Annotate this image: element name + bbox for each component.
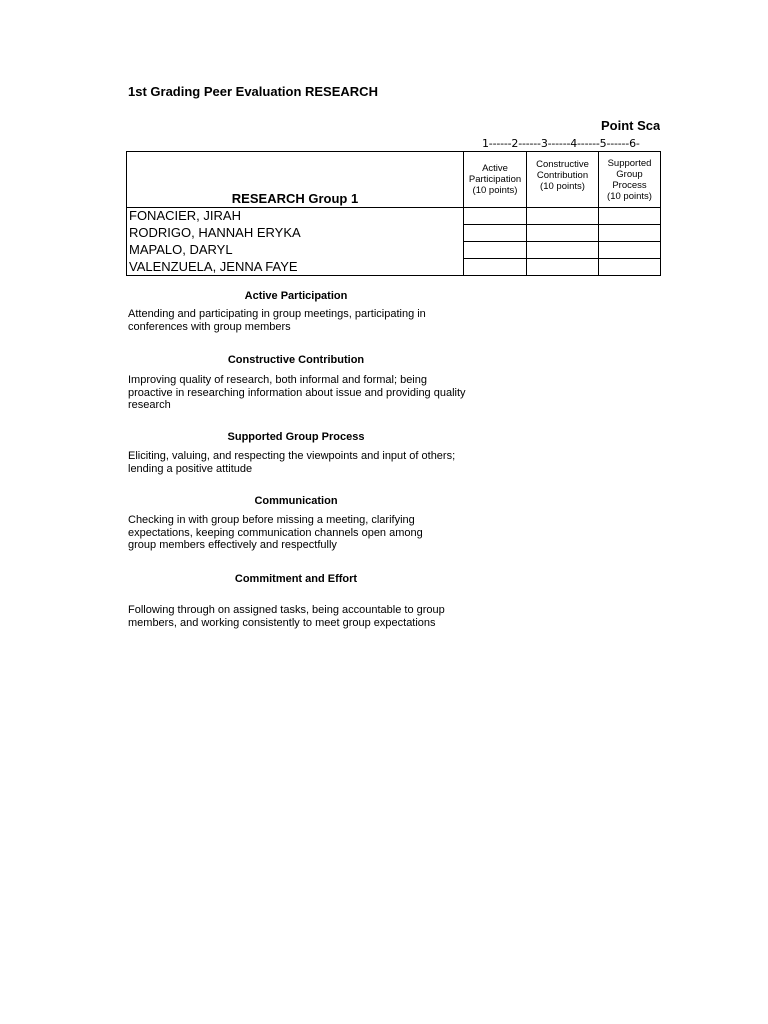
score-cell-constructive-contribution[interactable]	[527, 242, 599, 259]
criterion-header-active-participation	[464, 152, 527, 208]
criterion-description-communication: Checking in with group before missing a meeting, clarifying expectations, keeping communication channels open among group members effectively and respectfully	[128, 514, 423, 551]
criterion-name-line: Supported	[607, 157, 652, 169]
criterion-points: (10 points)	[472, 185, 518, 196]
criterion-name-line: Group	[616, 168, 643, 180]
criterion-points: (10 points)	[607, 190, 652, 202]
table-row	[127, 225, 661, 242]
criterion-name-line: Participation	[468, 174, 522, 185]
criterion-heading-commitment-and-effort: Commitment and Effort	[234, 573, 358, 585]
table-header-row	[127, 152, 661, 208]
table-row	[127, 259, 661, 276]
criterion-heading-supported-group-process: Supported Group Process	[227, 431, 365, 443]
point-scale-line: 1------2------3------4------5------6-	[482, 137, 640, 150]
score-cell-supported-group-process[interactable]	[599, 208, 661, 225]
score-cell-active-participation[interactable]	[464, 208, 527, 225]
criterion-points: (10 points)	[540, 181, 585, 192]
criterion-description-supported-group-process: Eliciting, valuing, and respecting the viewpoints and input of others; lending a positive attitude	[128, 450, 456, 475]
criterion-heading-active-participation: Active Participation	[244, 290, 348, 302]
criterion-header-supported-group-process	[599, 152, 661, 208]
group-name: RESEARCH Group 1	[127, 152, 464, 208]
criterion-name-line: Process	[612, 179, 647, 191]
score-cell-constructive-contribution[interactable]	[527, 259, 599, 276]
evaluation-table	[126, 151, 661, 276]
criterion-description-commitment-and-effort: Following through on assigned tasks, being accountable to group members, and working consistently to meet group expectations	[128, 604, 445, 629]
score-cell-active-participation[interactable]	[464, 259, 527, 276]
criterion-heading-constructive-contribution: Constructive Contribution	[227, 354, 365, 366]
member-name: VALENZUELA, JENNA FAYE	[127, 259, 464, 276]
score-cell-constructive-contribution[interactable]	[527, 208, 599, 225]
score-cell-active-participation[interactable]	[464, 242, 527, 259]
score-cell-active-participation[interactable]	[464, 225, 527, 242]
member-name: MAPALO, DARYL	[127, 242, 464, 259]
member-name: RODRIGO, HANNAH ERYKA	[127, 225, 464, 242]
criterion-heading-communication: Communication	[254, 495, 338, 507]
table-row	[127, 242, 661, 259]
score-cell-constructive-contribution[interactable]	[527, 225, 599, 242]
score-cell-supported-group-process[interactable]	[599, 225, 661, 242]
criterion-name-line: Constructive	[536, 159, 589, 170]
table-row	[127, 208, 661, 225]
page-title: 1st Grading Peer Evaluation RESEARCH	[128, 84, 378, 99]
point-scale-label: Point Sca	[601, 118, 660, 133]
score-cell-supported-group-process[interactable]	[599, 242, 661, 259]
criterion-name-line: Active	[482, 163, 508, 174]
criterion-name-line: Contribution	[536, 170, 589, 181]
criterion-description-constructive-contribution: Improving quality of research, both informal and formal; being proactive in researching information about issue and providing quality research	[128, 374, 466, 411]
criterion-header-constructive-contribution	[527, 152, 599, 208]
score-cell-supported-group-process[interactable]	[599, 259, 661, 276]
member-name: FONACIER, JIRAH	[127, 208, 464, 225]
criterion-description-active-participation: Attending and participating in group meetings, participating in conferences with group members	[128, 308, 426, 333]
